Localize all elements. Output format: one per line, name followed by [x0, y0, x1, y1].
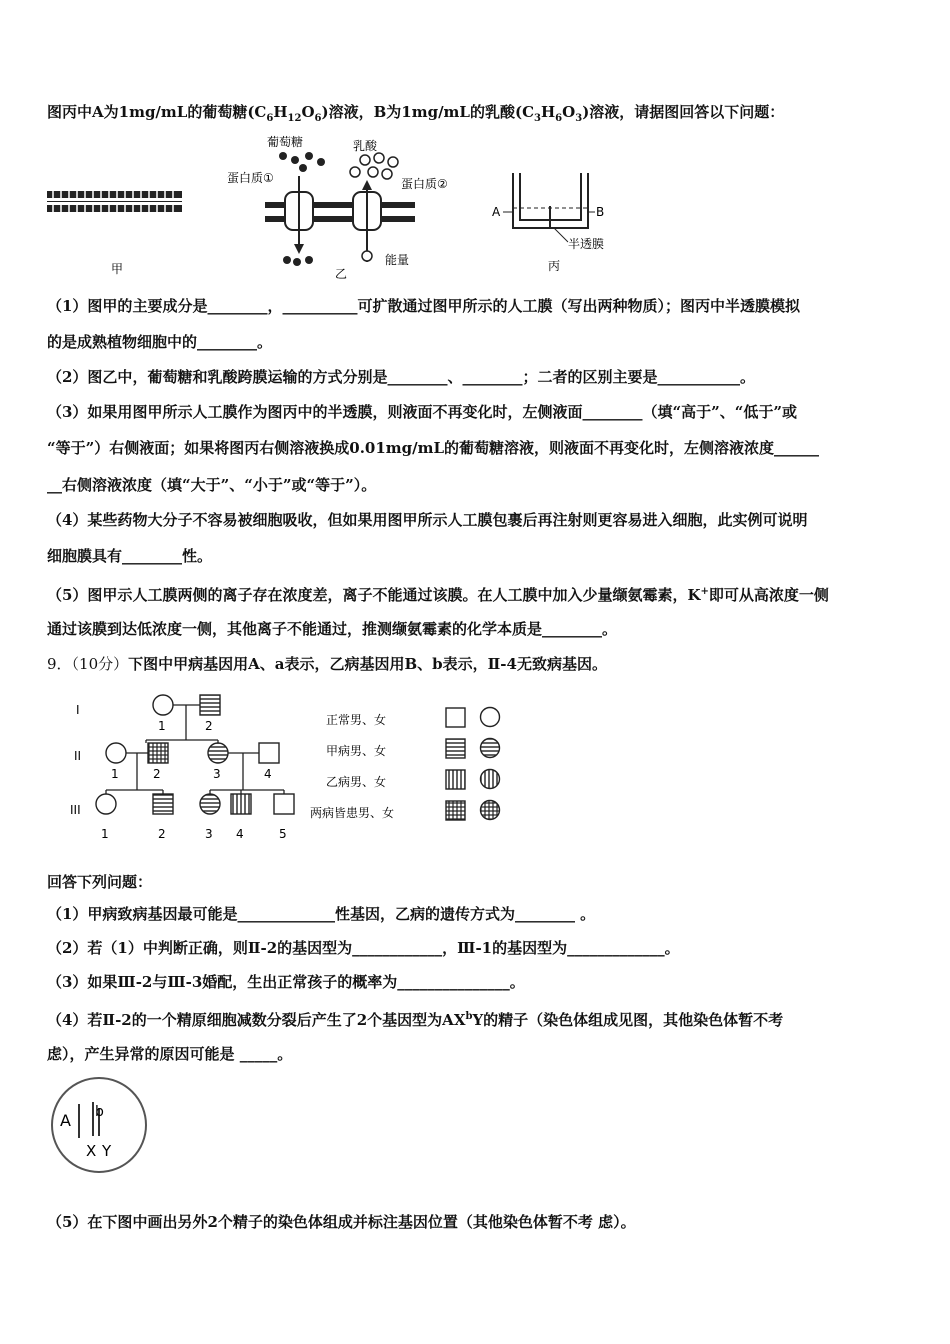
- label-jia: 甲: [111, 262, 124, 276]
- q8-part3-line3: __右侧溶液浓度（填“大于”、“小于”或“等于”）。: [47, 476, 377, 494]
- gen-label-III: III: [70, 803, 81, 817]
- num-I-1: 1: [158, 719, 166, 733]
- label-protein1: 蛋白质①: [227, 171, 274, 185]
- label-glucose: 葡萄糖: [267, 135, 304, 149]
- figure-jia: [45, 185, 185, 280]
- figure-yi: [225, 132, 485, 282]
- label-lactic: 乳酸: [353, 139, 378, 153]
- q8-part3-line1: （3）如果用图甲所示人工膜作为图丙中的半透膜，则液面不再变化时，左侧液面________（填“高于”、“低于”或: [47, 403, 797, 421]
- glucose-molecules: [279, 152, 325, 172]
- I-2: [200, 695, 220, 715]
- pedigree-chart: [60, 690, 510, 846]
- q8-part1-line2: 的是成熟植物细胞中的________。: [47, 333, 273, 351]
- num-II-2: 2: [153, 767, 161, 781]
- gen-label-II: II: [74, 749, 82, 763]
- num-I-2: 2: [205, 719, 213, 733]
- II-2: [148, 743, 168, 763]
- II-4: [259, 743, 279, 763]
- label-protein2: 蛋白质②: [401, 177, 448, 191]
- label-bing: 丙: [548, 259, 561, 273]
- q9-part4-line1: （4）若Ⅱ-2的一个精原细胞减数分裂后产生了2个基因型为$AX^bY$的精子（染色体组成见图，其他染色体暂不考: [47, 1011, 784, 1029]
- membrane-yi: [265, 192, 415, 230]
- sperm-cell-figure: [48, 1076, 150, 1174]
- legend-jia: 甲病男、女: [326, 744, 387, 758]
- q9-part2: （2）若（1）中判断正确，则Ⅱ-2的基因型为____________，Ⅲ-1的基因型为_____________。: [47, 939, 680, 957]
- cell-label-A: A: [60, 1111, 71, 1130]
- cell-label-X: X: [86, 1142, 97, 1160]
- glucose-below: [283, 256, 313, 266]
- q8-part5-line1: （5）图甲示人工膜两侧的离子存在浓度差，离子不能通过该膜。在人工膜中加入少量缬氨霉素，K+即可从高浓度一侧: [47, 586, 829, 604]
- legend-yi: 乙病男、女: [326, 775, 387, 789]
- q8-part2: （2）图乙中，葡萄糖和乳酸跨膜运输的方式分别是________、________；二者的区别主要是___________。: [47, 368, 755, 386]
- III-3: [200, 794, 220, 814]
- label-A: A: [492, 205, 501, 219]
- legend-both: 两病皆患男、女: [310, 806, 395, 820]
- q9-part3: （3）如果Ⅲ-2与Ⅲ-3婚配，生出正常孩子的概率为_______________。: [47, 973, 525, 991]
- q9-part5: （5）在下图中画出另外2个精子的染色体组成并标注基因位置（其他染色体暂不考 虑）。: [47, 1213, 636, 1231]
- num-III-3: 3: [205, 827, 213, 841]
- num-II-4: 4: [264, 767, 272, 781]
- legend-normal: 正常男、女: [326, 713, 387, 727]
- num-III-2: 2: [158, 827, 166, 841]
- num-III-1: 1: [101, 827, 109, 841]
- num-II-3: 3: [213, 767, 221, 781]
- q8-part4-line2: 细胞膜具有________性。: [47, 547, 213, 565]
- II-1: [106, 743, 126, 763]
- III-1: [96, 794, 116, 814]
- q9-header: 9．（10分）下图中甲病基因用A、a表示，乙病基因用B、b表示，Ⅱ-4无致病基因。: [47, 655, 607, 673]
- I-1: [153, 695, 173, 715]
- label-B: B: [596, 205, 605, 219]
- num-III-5: 5: [279, 827, 287, 841]
- q8-part1-line1: （1）图甲的主要成分是________，__________可扩散通过图甲所示的人工膜（写出两种物质）；图丙中半透膜模拟: [47, 297, 800, 315]
- III-4: [231, 794, 251, 814]
- q8-part4-line1: （4）某些药物大分子不容易被细胞吸收，但如果用图甲所示人工膜包裹后再注射则更容易进入细胞，此实例可说明: [47, 511, 808, 529]
- label-energy: 能量: [385, 253, 410, 267]
- num-III-4: 4: [236, 827, 244, 841]
- cell-label-Y: Y: [102, 1142, 112, 1160]
- III-5: [274, 794, 294, 814]
- q8-intro: 图丙中A为1mg/mL的葡萄糖$(C_6H_{12}O_6)$溶液，B为1mg/mL的乳酸$(C_3H_6O_3)$溶液，请据图回答以下问题：: [47, 103, 785, 124]
- gen-label-I: I: [76, 703, 80, 717]
- label-yi: 乙: [335, 267, 348, 281]
- II-3: [208, 743, 228, 763]
- label-membrane: 半透膜: [568, 237, 605, 251]
- q8-part3-line2: “等于”）右侧液面；如果将图丙右侧溶液换成0.01mg/mL的葡萄糖溶液，则液面不再变化时，左侧溶液浓度______: [47, 439, 820, 457]
- lipid-bilayer: [47, 191, 182, 212]
- lactic-molecules: [350, 153, 398, 179]
- q9-answer-intro: 回答下列问题：: [47, 873, 153, 891]
- III-2: [153, 794, 173, 814]
- q9-part1: （1）甲病致病基因最可能是_____________性基因，乙病的遗传方式为________ 。: [47, 905, 596, 923]
- cell-label-b: b: [95, 1104, 104, 1120]
- q8-part5-line2: 通过该膜到达低浓度一侧，其他离子不能通过，推测缬氨霉素的化学本质是________。: [47, 620, 618, 638]
- num-II-1: 1: [111, 767, 119, 781]
- figure-bing: [488, 168, 628, 280]
- q9-part4-line2: 虑），产生异常的原因可能是 _____。: [47, 1045, 293, 1063]
